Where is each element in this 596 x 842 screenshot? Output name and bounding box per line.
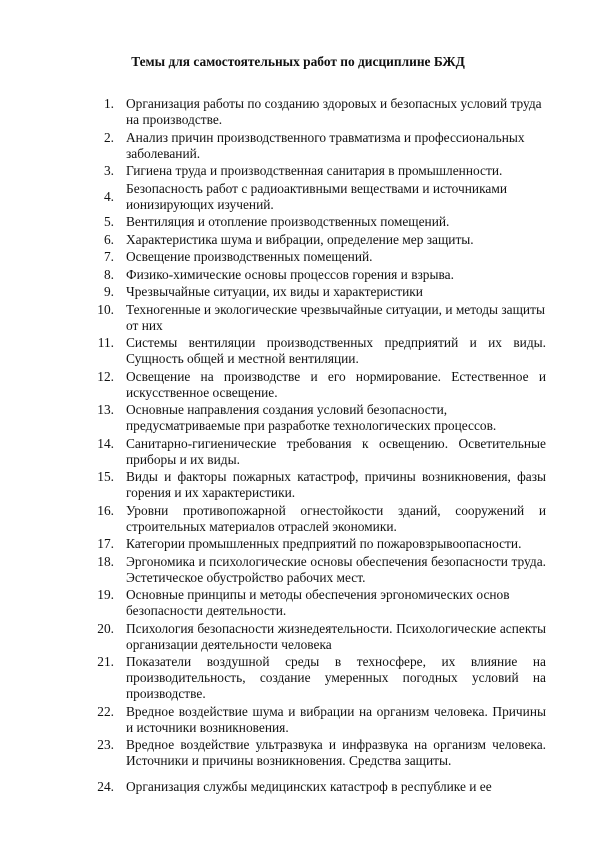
item-text: Основные направления создания условий безопасности, предусматриваемые при разработке технологических процессов. xyxy=(126,402,497,433)
list-item xyxy=(0,554,596,586)
item-number: 21. xyxy=(97,654,114,669)
item-text: Показатели воздушной среды в техносфере, их влияние на производительность, создание умеренных погодных условий на производстве. xyxy=(126,654,546,701)
item-number: 1. xyxy=(103,96,114,111)
item-text: Техногенные и экологические чрезвычайные ситуации, и методы защиты от них xyxy=(126,301,545,333)
item-text: Физико-химические основы процессов горения и взрыва. xyxy=(126,266,454,282)
item-number: 9. xyxy=(103,284,114,299)
item-number: 22. xyxy=(97,703,114,719)
item-number: 4. xyxy=(103,188,114,204)
item-number: 17. xyxy=(97,536,114,551)
list-item xyxy=(0,704,596,736)
item-text: Вредное воздействие шума и вибрации на организм человека. Причины и источники возникновения. xyxy=(126,703,546,735)
list-item xyxy=(0,779,596,795)
list-item xyxy=(0,503,596,535)
list-item xyxy=(0,181,596,213)
item-text: Характеристика шума и вибрации, определение мер защиты. xyxy=(126,231,474,247)
item-text: Вредное воздействие ультразвука и инфразвука на организм человека. Источники и причины возникновения. Средства защиты. xyxy=(126,737,546,768)
item-number: 3. xyxy=(103,163,114,178)
item-number: 18. xyxy=(97,553,114,569)
item-number: 24. xyxy=(97,779,114,794)
item-number: 11. xyxy=(97,335,114,350)
item-text: Основные принципы и методы обеспечения эргономических основ безопасности деятельности. xyxy=(126,587,510,618)
item-text: Виды и факторы пожарных катастроф, причины возникновения, фазы горения и их характеристики. xyxy=(126,469,546,500)
list-item xyxy=(0,163,596,179)
list-item xyxy=(0,369,596,401)
item-text: Гигиена труда и производственная санитария в промышленности. xyxy=(126,163,503,178)
item-text: Организация службы медицинских катастроф в республике и ее xyxy=(126,779,492,794)
item-number: 16. xyxy=(97,502,114,518)
item-number: 19. xyxy=(97,587,114,602)
item-text: Системы вентиляции производственных предприятий и их виды. Сущность общей и местной вентиляции. xyxy=(126,335,546,366)
list-item xyxy=(0,214,596,230)
item-number: 8. xyxy=(103,266,114,282)
list-item xyxy=(0,469,596,501)
item-number: 5. xyxy=(103,214,114,229)
list-item xyxy=(0,284,596,300)
list-item xyxy=(0,232,596,248)
item-text: Анализ причин производственного травматизма и профессиональных заболеваний. xyxy=(126,129,525,161)
item-number: 12. xyxy=(97,368,114,384)
item-text: Эргономика и психологические основы обеспечения безопасности труда. Эстетическое обустройство рабочих мест. xyxy=(126,553,546,585)
item-text: Вентиляция и отопление производственных помещений. xyxy=(126,214,450,229)
item-number: 2. xyxy=(103,129,114,145)
item-text: Безопасность работ с радиоактивными веществами и источниками ионизирующих изучений. xyxy=(126,180,507,212)
list-item xyxy=(0,654,596,702)
item-text: Освещение на производстве и его нормирование. Естественное и искусственное освещение. xyxy=(126,368,546,400)
item-number: 7. xyxy=(103,249,114,264)
list-item xyxy=(0,267,596,283)
list-item xyxy=(0,436,596,468)
item-text: Чрезвычайные ситуации, их виды и характеристики xyxy=(126,284,423,299)
list-item xyxy=(0,302,596,334)
list-item xyxy=(0,587,596,619)
list-item xyxy=(0,536,596,552)
list-item xyxy=(0,96,596,128)
item-number: 23. xyxy=(97,737,114,752)
item-number: 13. xyxy=(97,402,114,417)
list-item xyxy=(0,621,596,653)
list-item xyxy=(0,737,596,769)
item-text: Организация работы по созданию здоровых и безопасных условий труда на производстве. xyxy=(126,96,542,127)
topics-list xyxy=(0,96,596,797)
item-text: Категории промышленных предприятий по пожаровзрывоопасности. xyxy=(126,536,522,551)
item-number: 20. xyxy=(97,620,114,636)
item-number: 15. xyxy=(97,469,114,484)
list-item xyxy=(0,335,596,367)
item-number: 14. xyxy=(97,435,114,451)
item-text: Освещение производственных помещений. xyxy=(126,249,373,264)
item-number: 10. xyxy=(97,301,114,317)
item-number: 6. xyxy=(103,231,114,247)
list-item xyxy=(0,130,596,162)
item-text: Санитарно-гигиенические требования к освещению. Осветительные приборы и их виды. xyxy=(126,435,546,467)
list-item xyxy=(0,249,596,265)
page-title: Темы для самостоятельных работ по дисциплине БЖД xyxy=(131,54,465,69)
item-text: Психология безопасности жизнедеятельности. Психологические аспекты организации деятельности человека xyxy=(126,620,546,652)
list-item xyxy=(0,402,596,434)
item-text: Уровни противопожарной огнестойкости зданий, сооружений и строительных материалов отраслей экономики. xyxy=(126,502,546,534)
